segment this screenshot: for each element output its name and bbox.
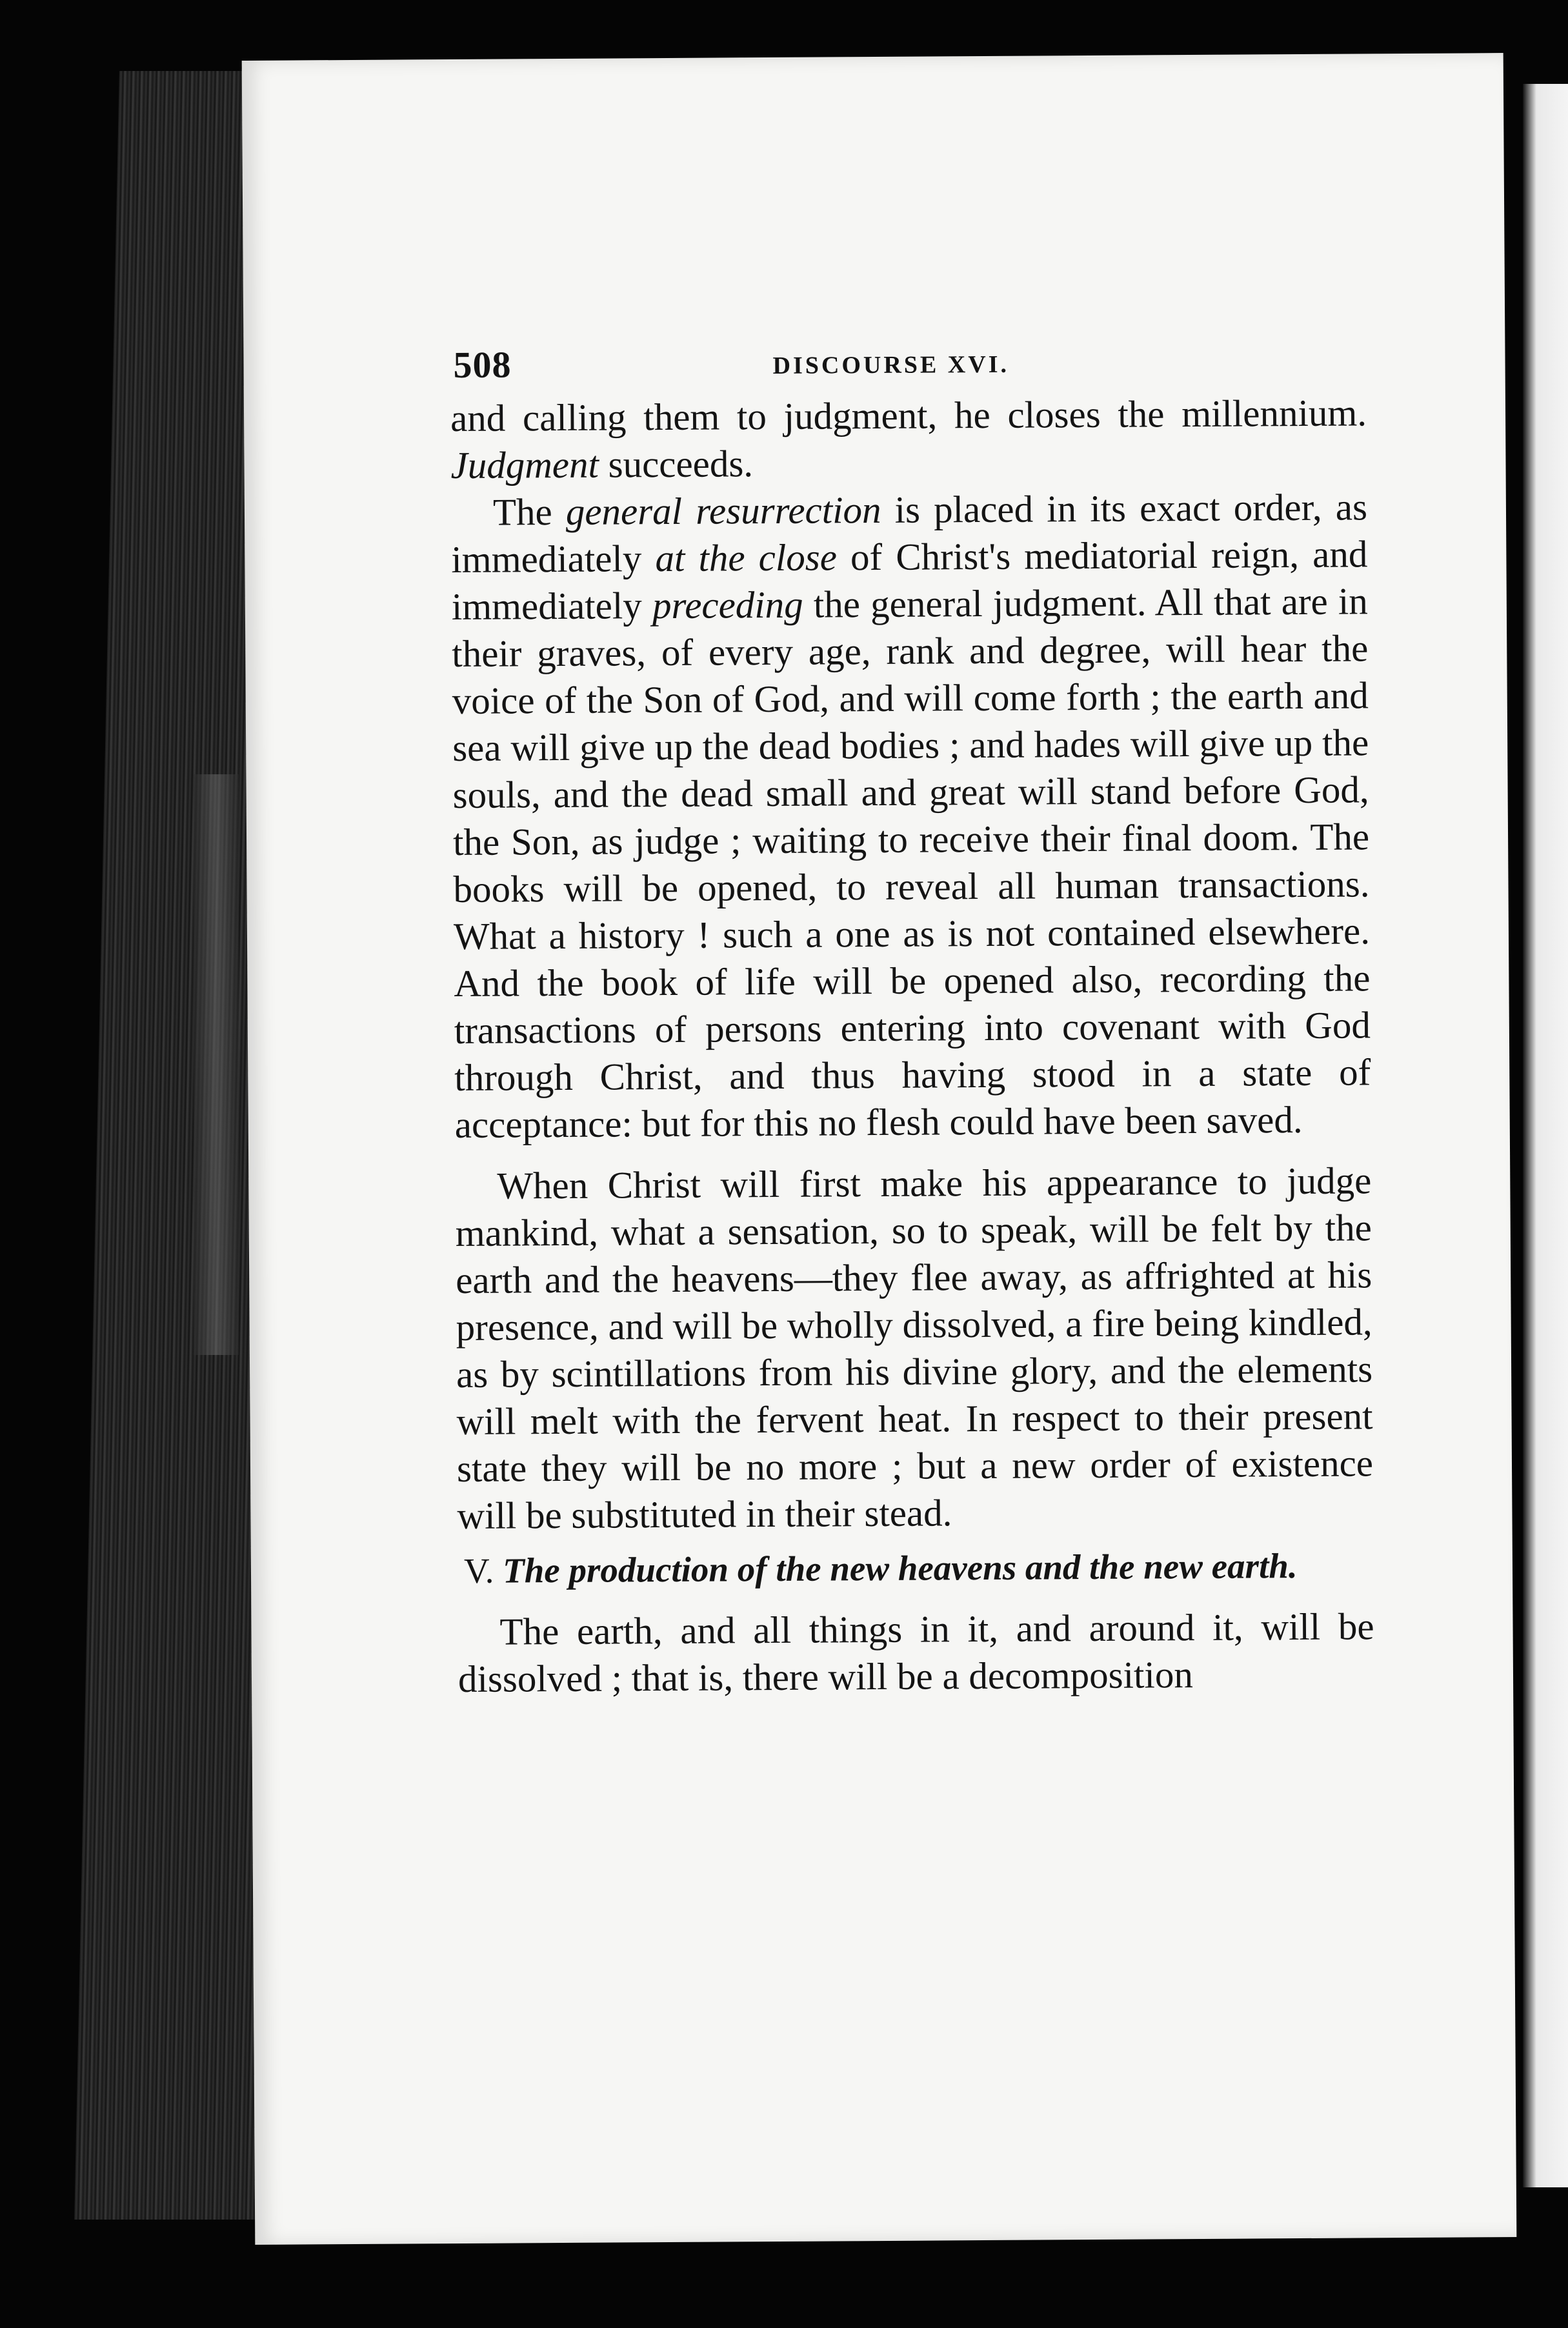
text-block xyxy=(450,337,1374,1703)
book-edge-highlight xyxy=(194,774,239,1355)
paragraph-2 xyxy=(451,483,1371,1149)
paragraph-2-text-a: The xyxy=(492,490,567,534)
section-title: The production of the new heavens and the new earth. xyxy=(502,1546,1298,1590)
section-numeral: V. xyxy=(463,1550,503,1590)
page-number: 508 xyxy=(453,343,512,386)
paragraph-3: When Christ will first make his appearance to judge mankind, what a sensation, so to speak, will be felt by the earth and the heavens—they flee away, as affrighted at his presence, and will be wholly dissolved, a fire being kindled, as by scintillations from his divine glory, and the elements will melt with the fervent heat. In respect to their present state they will be no more ; but a new order of existence will be substituted in their stead. xyxy=(455,1159,1374,1538)
paragraph-1 xyxy=(450,389,1367,489)
section-heading xyxy=(457,1541,1374,1594)
paragraph-1-text-b: succeeds. xyxy=(598,442,754,486)
paragraph-2-italic-at-the-close: at the close xyxy=(655,536,838,580)
paragraph-2-italic-preceding: preceding xyxy=(652,583,803,627)
paragraph-4: The earth, and all things in it, and around it, will be dissolved ; that is, there will be a decomposition xyxy=(457,1605,1374,1701)
paragraph-2-text-b: is placed in its exact order, as immediately xyxy=(451,485,1368,581)
paragraph-2-text-d: the general judgment. All that are in their graves, of every age, rank and degree, will hear the voice of the Son of God, and will come forth ; the earth and sea will give up the dead bodies ; and hades will give up the souls, and the dead small and great will stand before God, the Son, as judge ; waiting to receive their final doom. The books will be opened, to reveal all human transactions. What a history ! such a one as is not contained elsewhere. And the book of life will be opened also, recording the transactions of persons entering into covenant with God through Christ, and thus having stood in a state of acceptance: but for this no flesh could have been saved. xyxy=(452,579,1371,1147)
running-head xyxy=(450,337,1366,395)
page xyxy=(242,53,1517,2245)
paragraph-1-text-a: and calling them to judgment, he closes the millennium. xyxy=(450,391,1367,440)
paragraph-1-italic-judgment: Judgment xyxy=(450,443,599,487)
running-title: DISCOURSE XVI. xyxy=(772,350,1010,379)
adjacent-page-edge xyxy=(1523,84,1568,2187)
paragraph-2-text-c: of Christ's mediatorial reign, and immediately xyxy=(451,532,1368,628)
paragraph-2-italic-general-resurrection: general resurrection xyxy=(565,488,881,533)
